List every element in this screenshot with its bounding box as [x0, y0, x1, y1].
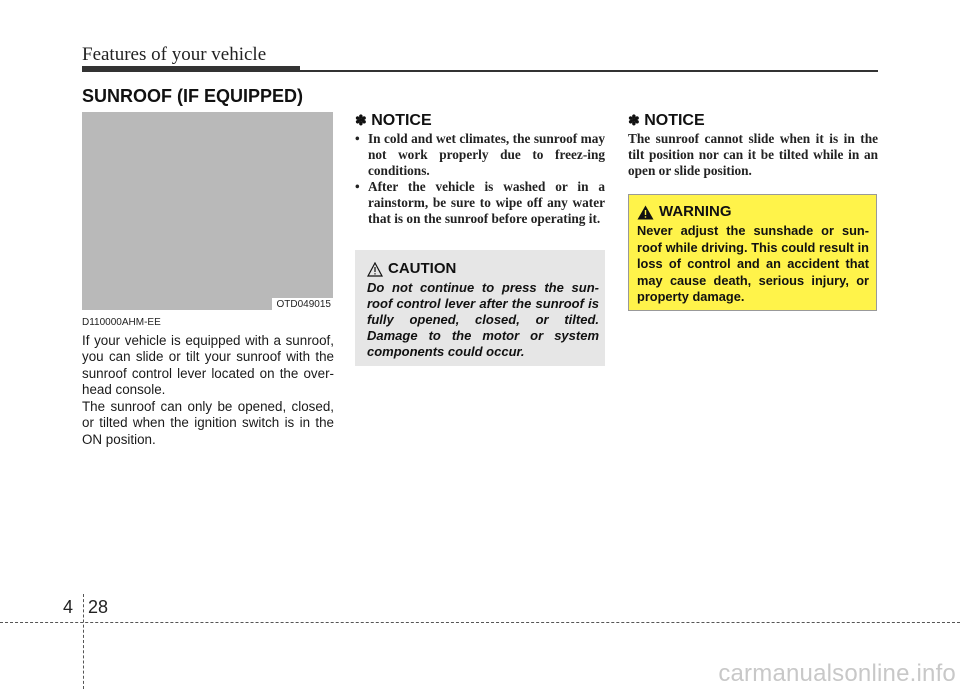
- list-item: [355, 131, 605, 179]
- caution-text: Do not continue to press the sun-roof control lever after the sunroof is fully opened, closed, or tilted. Damage to the motor or system components could occur.: [367, 280, 599, 359]
- page-number: 28: [88, 597, 109, 617]
- caution-label: CAUTION: [388, 260, 457, 277]
- document-code: D110000AHM-EE: [82, 317, 161, 328]
- notice-title: NOTICE: [371, 112, 432, 129]
- caution-box: [355, 250, 605, 366]
- footer-vertical-divider: [83, 594, 84, 689]
- header-rule-thick: [82, 66, 300, 72]
- bullet-icon: •: [355, 131, 360, 146]
- notice-bullet-list: [355, 131, 605, 227]
- section-title: SUNROOF (IF EQUIPPED): [82, 86, 304, 106]
- warning-label: WARNING: [659, 203, 732, 220]
- figure-code: OTD049015: [272, 298, 333, 310]
- notice-heading-1: [355, 112, 432, 130]
- footer-divider: [0, 622, 960, 623]
- warning-text: Never adjust the sunshade or sun-roof while driving. This could result in loss of control and an accident that may cause death, serious injury, or property damage.: [637, 223, 869, 304]
- ignition-paragraph: The sunroof can only be opened, closed, or tilted when the ignition switch is in the ON position.: [82, 399, 334, 447]
- bullet-text: In cold and wet climates, the sunroof may not work properly due to freez-ing conditions.: [368, 131, 605, 178]
- warning-heading: [637, 203, 732, 220]
- notice-title: NOTICE: [644, 112, 705, 129]
- chapter-number: 4: [63, 597, 74, 617]
- page-header-title: Features of your vehicle: [82, 44, 267, 65]
- list-item: [355, 179, 605, 227]
- bullet-text: After the vehicle is washed or in a rainstorm, be sure to wipe off any water that is on the sunroof before operating it.: [368, 179, 605, 226]
- bullet-icon: •: [355, 179, 360, 194]
- sunroof-photo: [82, 112, 333, 310]
- notice-star-icon: ✽: [628, 112, 640, 128]
- warning-box: [628, 194, 877, 311]
- notice-heading-2: [628, 112, 705, 130]
- intro-paragraph: If your vehicle is equipped with a sunroof, you can slide or tilt your sunroof with the sunroof control lever located on the over-head console.: [82, 333, 334, 397]
- caution-heading: [367, 260, 456, 277]
- warning-triangle-icon: [637, 205, 654, 220]
- watermark: carmanualsonline.info: [718, 660, 956, 687]
- notice-star-icon: ✽: [355, 112, 367, 128]
- header-rule-thin: [300, 70, 878, 72]
- caution-triangle-icon: [367, 262, 383, 277]
- notice-2-text: The sunroof cannot slide when it is in the tilt position nor can it be tilted while in an open or slide position.: [628, 131, 878, 178]
